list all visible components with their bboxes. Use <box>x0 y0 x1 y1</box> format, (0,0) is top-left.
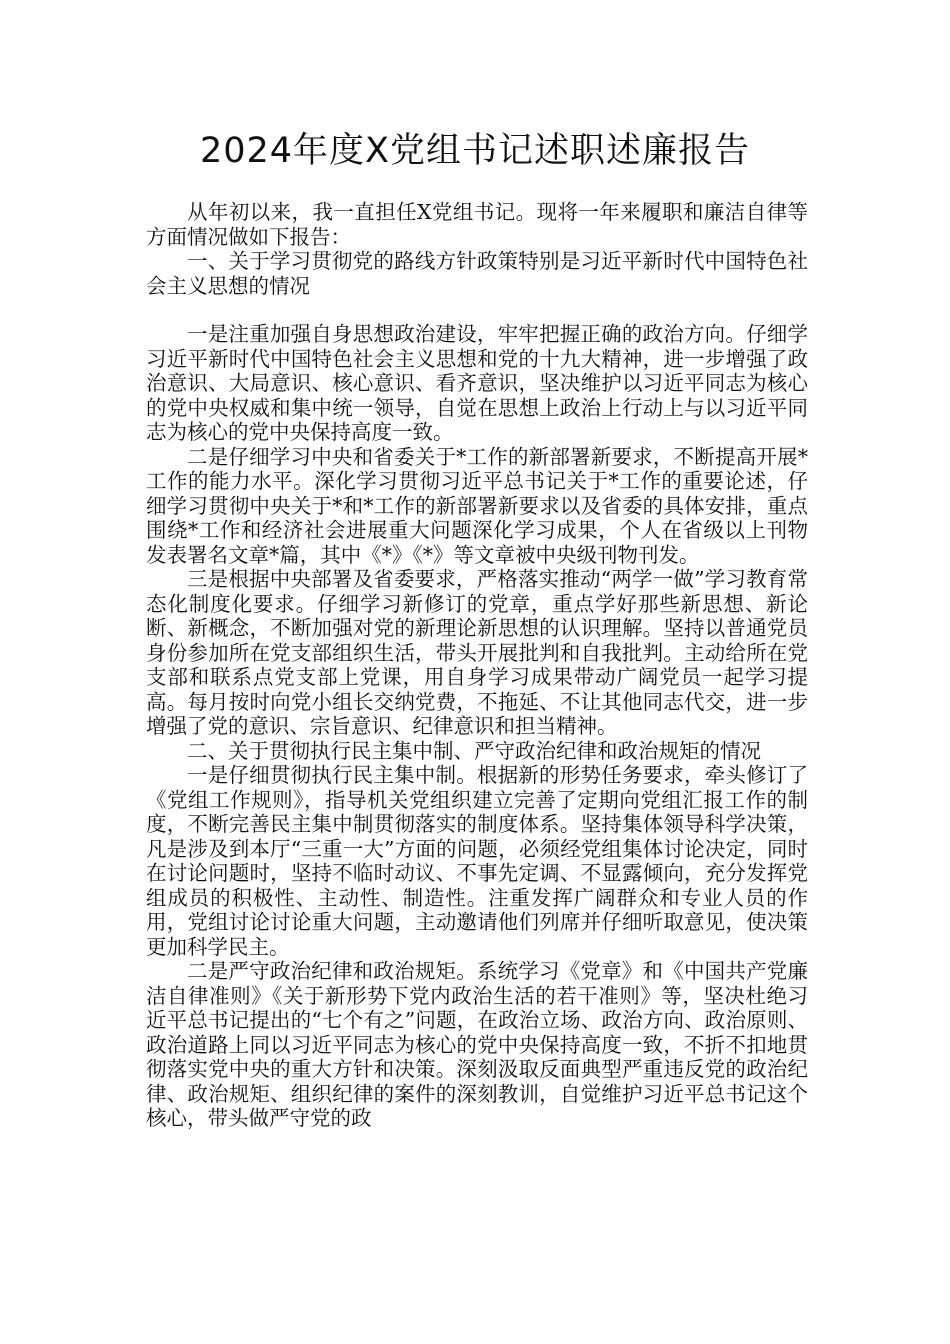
paragraph-intro: 从年初以来，我一直担任X党组书记。现将一年来履职和廉洁自律等方面情况做如下报告： <box>146 200 808 249</box>
paragraph: 一是仔细贯彻执行民主集中制。根据新的形势任务要求，牵头修订了《党组工作规则》，指导机关党组织建立完善了定期向党组汇报工作的制度，不断完善民主集中制贯彻落实的制度体系。坚持集体领导科学决策，凡是涉及到本厅“三重一大”方面的问题，必须经党组集体讨论决定，同时在讨论问题时，坚持不临时动议、不事先定调、不显露倾向，充分发挥党组成员的积极性、主动性、制造性。注重发挥广阔群众和专业人员的作用，党组讨论讨论重大问题，主动邀请他们列席并仔细听取意见，使决策更加科学民主。 <box>146 763 808 959</box>
section-heading-1: 一、关于学习贯彻党的路线方针政策特别是习近平新时代中国特色社会主义思想的情况 <box>146 249 808 298</box>
section-heading-2: 二、关于贯彻执行民主集中制、严守政治纪律和政治规矩的情况 <box>187 738 761 763</box>
paragraph: 三是根据中央部署及省委要求，严格落实推动“两学一做”学习教育常态化制度化要求。仔细学习新修订的党章，重点学好那些新思想、新论断、新概念，不断加强对党的新理论新思想的认识理解。坚持以普通党员身份参加所在党支部组织生活，带头开展批判和自我批判。主动给所在党支部和联系点党支部上党课，用自身学习成果带动广阔党员一起学习提高。每月按时向党小组长交纳党费，不拖延、不让其他同志代交，进一步增强了党的意识、宗旨意识、纪律意识和担当精神。 <box>146 567 808 738</box>
paragraph: 二是仔细学习中央和省委关于*工作的新部署新要求，不断提高开展*工作的能力水平。深化学习贯彻习近平总书记关于*工作的重要论述，仔细学习贯彻中央关于*和*工作的新部署新要求以及省委的具体安排，重点围绕*工作和经济社会进展重大问题深化学习成果，个人在省级以上刊物发表署名文章*篇，其中《*》《*》等文章被中央级刊物刊发。 <box>146 444 808 567</box>
paragraph: 一是注重加强自身思想政治建设，牢牢把握正确的政治方向。仔细学习近平新时代中国特色社会主义思想和党的十九大精神，进一步增强了政治意识、大局意识、核心意识、看齐意识，坚决维护以习近平同志为核心的党中央权威和集中统一领导，自觉在思想上政治上行动上与以习近平同志为核心的党中央保持高度一致。 <box>146 322 808 444</box>
paragraph: 二是严守政治纪律和政治规矩。系统学习《党章》和《中国共产党廉洁自律准则》《关于新形势下党内政治生活的若干准则》等，坚决杜绝习近平总书记提出的“七个有之”问题，在政治立场、政治方向、政治原则、政治道路上同以习近平同志为核心的党中央保持高度一致，不折不扣地贯彻落实党中央的重大方针和决策。深刻汲取反面典型严重违反党的政治纪律、政治规矩、组织纪律的案件的深刻教训，自觉维护习近平总书记这个核心，带头做严守党的政 <box>146 959 808 1130</box>
document-body <box>146 200 808 1131</box>
document-title: 2024年度X党组书记述职述廉报告 <box>199 131 751 171</box>
